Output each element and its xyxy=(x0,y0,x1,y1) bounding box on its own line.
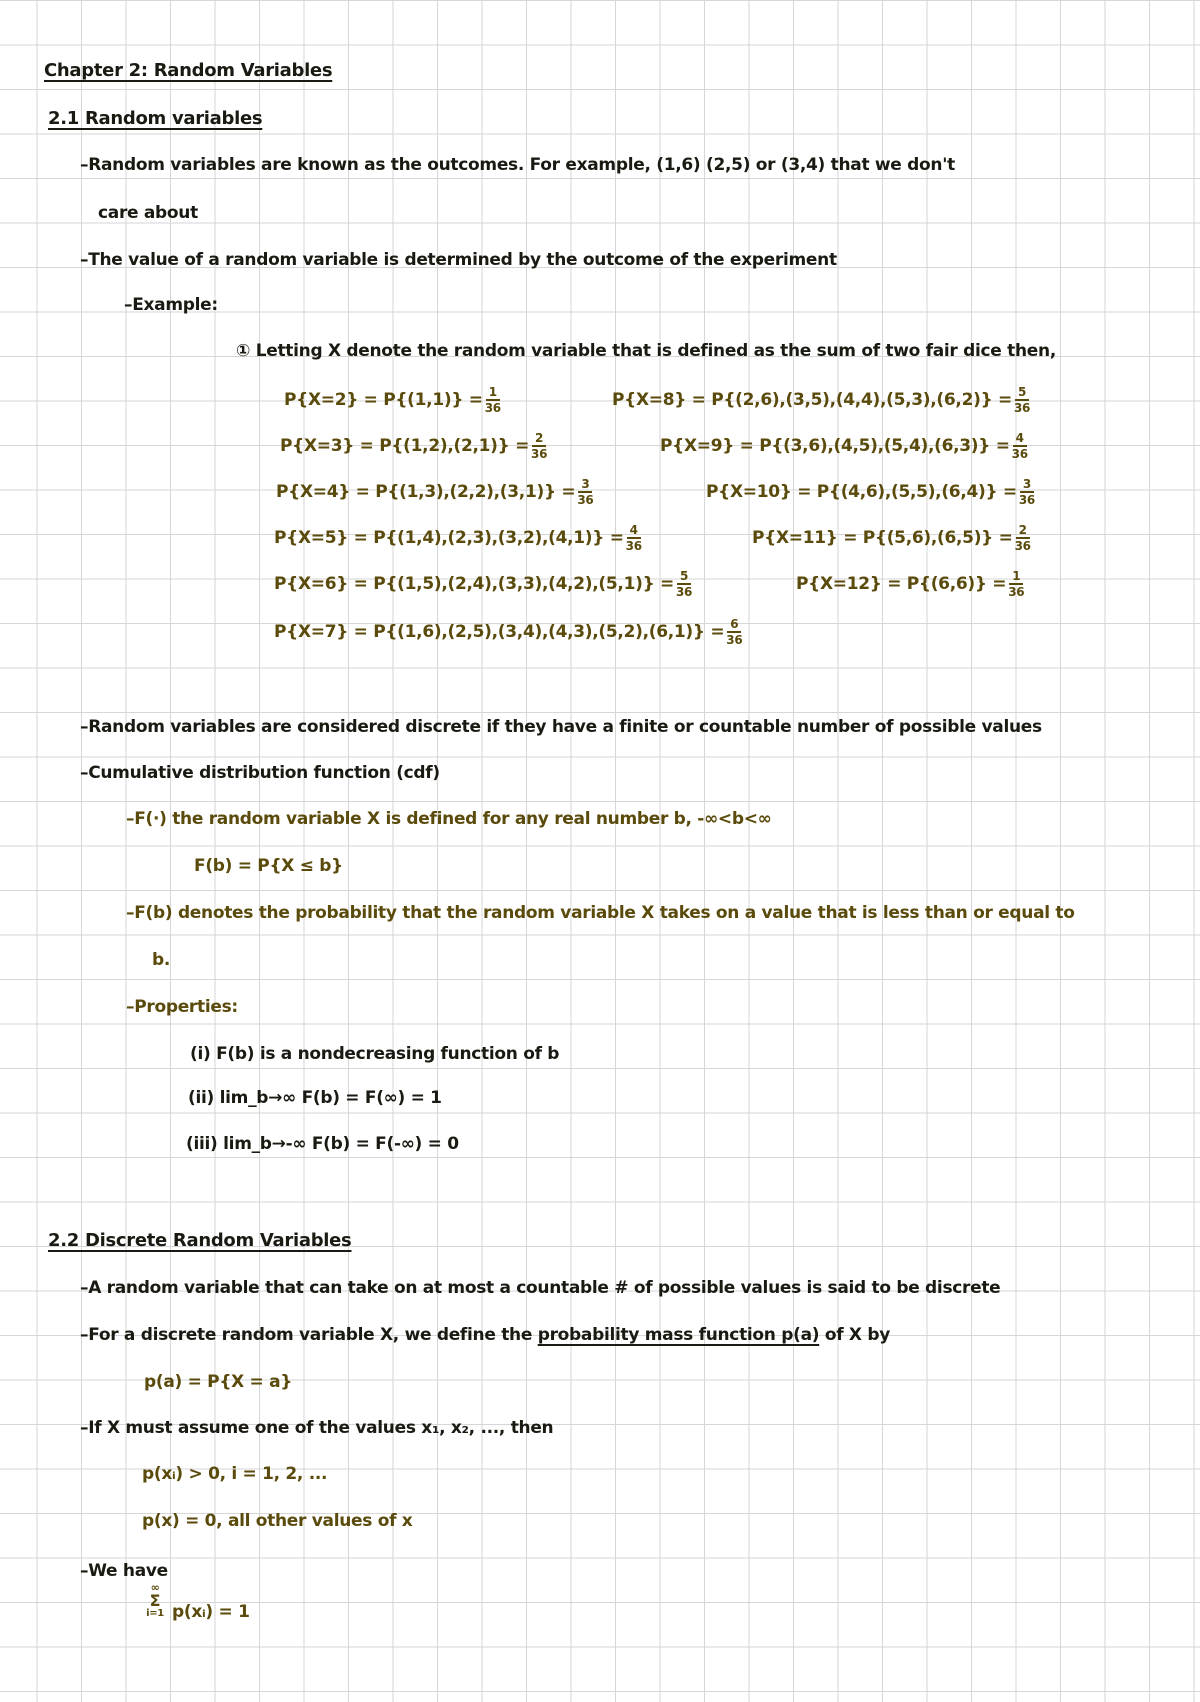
bullet-outcomes-line2: care about xyxy=(98,203,198,223)
prob-x6-den: 36 xyxy=(675,585,693,599)
summation-lower-limit: i=1 xyxy=(146,1608,164,1619)
prob-x12-fraction xyxy=(1008,570,1024,598)
bullet-cdf-text: Cumulative distribution function (cdf) xyxy=(88,763,440,783)
cdf-description-text: F(b) denotes the probability that the random variable X takes on a value that is less than or equal to xyxy=(134,903,1075,923)
prob-x10-eq: P{X=10} = P{(4,6),(5,5),(6,4)} = xyxy=(706,482,1017,502)
prob-x7-num: 6 xyxy=(727,618,741,633)
prob-x2-eq: P{X=2} = P{(1,1)} = xyxy=(284,390,483,410)
property-1: (i) F(b) is a nondecreasing function of b xyxy=(190,1044,560,1064)
prob-x11-den: 36 xyxy=(1014,539,1031,553)
example-label: –Example: xyxy=(124,295,218,315)
property-2: (ii) lim_b→∞ F(b) = F(∞) = 1 xyxy=(188,1088,442,1108)
prob-x2-num: 1 xyxy=(486,386,500,401)
bullet-pmf: –For a discrete random variable X, we define the probability mass function p(a) of X by xyxy=(80,1325,891,1345)
prob-x2-den: 36 xyxy=(484,401,501,415)
prob-x10-num: 3 xyxy=(1020,478,1034,493)
prob-x11-eq: P{X=11} = P{(5,6),(6,5)} = xyxy=(752,528,1013,548)
bullet-pmf-pre: For a discrete random variable X, we define the xyxy=(88,1325,533,1345)
prob-x3-fraction xyxy=(531,432,547,460)
properties-label-text: Properties: xyxy=(134,997,238,1017)
prob-x7-eq: P{X=7} = P{(1,6),(2,5),(3,4),(4,3),(5,2),(6,1)} = xyxy=(274,622,725,642)
cdf-formula: F(b) = P{X ≤ b} xyxy=(194,856,343,876)
bullet-values-text: If X must assume one of the values x₁, x₂, ..., then xyxy=(88,1418,554,1438)
bullet-discrete: –Random variables are considered discrete if they have a finite or countable number of possible values xyxy=(80,717,1042,737)
prob-x4-num: 3 xyxy=(578,478,592,493)
cdf-description-line2: b. xyxy=(152,950,171,970)
bullet-discrete-text: Random variables are considered discrete if they have a finite or countable number of possible values xyxy=(88,717,1042,737)
summation-symbol-group xyxy=(140,1582,170,1619)
prob-x3 xyxy=(280,432,547,460)
prob-x4-fraction xyxy=(577,478,593,506)
bullet-we-have-text: We have xyxy=(88,1561,168,1581)
prob-x5 xyxy=(274,524,642,552)
pmf-formula: p(a) = P{X = a} xyxy=(144,1372,293,1392)
properties-label: –Properties: xyxy=(126,997,238,1017)
prob-x6-eq: P{X=6} = P{(1,5),(2,4),(3,3),(4,2),(5,1)} = xyxy=(274,574,674,594)
prob-x8-eq: P{X=8} = P{(2,6),(3,5),(4,4),(5,3),(6,2)} = xyxy=(612,390,1012,410)
summation-sigma: Σ xyxy=(149,1591,161,1610)
bullet-values: –If X must assume one of the values x₁, x₂, ..., then xyxy=(80,1418,554,1438)
summation-upper-limit: ∞ xyxy=(150,1581,160,1594)
prob-x10-fraction xyxy=(1019,478,1035,506)
cdf-definition-text: F(·) the random variable X is defined for any real number b, -∞<b<∞ xyxy=(134,809,772,829)
bullet-outcomes-line1: –Random variables are known as the outcomes. For example, (1,6) (2,5) or (3,4) that we don't xyxy=(80,155,955,175)
cdf-description-line1: –F(b) denotes the probability that the random variable X takes on a value that is less than or equal to xyxy=(126,903,1075,923)
prob-x12-eq: P{X=12} = P{(6,6)} = xyxy=(796,574,1007,594)
prob-x9-eq: P{X=9} = P{(3,6),(4,5),(5,4),(6,3)} = xyxy=(660,436,1010,456)
bullet-discrete-def: –A random variable that can take on at most a countable # of possible values is said to be discrete xyxy=(80,1278,1001,1298)
prob-x12 xyxy=(796,570,1024,598)
prob-x7 xyxy=(274,618,742,646)
property-3: (iii) lim_b→-∞ F(b) = F(-∞) = 0 xyxy=(186,1134,459,1154)
example-label-text: Example: xyxy=(132,295,218,315)
pmf-term: probability mass function p(a) xyxy=(537,1325,820,1345)
prob-x7-den: 36 xyxy=(726,633,743,647)
bullet-pmf-post: of X by xyxy=(824,1325,891,1345)
cdf-definition: –F(·) the random variable X is defined for any real number b, -∞<b<∞ xyxy=(126,809,772,829)
bullet-value-text: The value of a random variable is determined by the outcome of the experiment xyxy=(88,250,837,270)
chapter-title: Chapter 2: Random Variables xyxy=(44,60,333,81)
bullet-discrete-def-text: A random variable that can take on at most a countable # of possible values is said to be discrete xyxy=(88,1278,1001,1298)
prob-x8-den: 36 xyxy=(1013,401,1031,415)
prob-x9-fraction xyxy=(1012,432,1028,460)
prob-x8 xyxy=(612,386,1030,414)
prob-x9-den: 36 xyxy=(1011,447,1028,461)
prob-x5-num: 4 xyxy=(627,524,641,539)
prob-x8-num: 5 xyxy=(1015,386,1029,401)
prob-x10 xyxy=(706,478,1035,506)
prob-x6-fraction xyxy=(676,570,692,598)
bullet-we-have: –We have xyxy=(80,1561,168,1581)
bullet-value: –The value of a random variable is determined by the outcome of the experiment xyxy=(80,250,837,270)
pmf-condition-zero: p(x) = 0, all other values of x xyxy=(142,1511,413,1531)
prob-x3-den: 36 xyxy=(531,447,548,461)
prob-x12-num: 1 xyxy=(1009,570,1023,585)
prob-x4-eq: P{X=4} = P{(1,3),(2,2),(3,1)} = xyxy=(276,482,576,502)
section-2-1-title: 2.1 Random variables xyxy=(48,108,263,129)
prob-x6 xyxy=(274,570,692,598)
prob-x11-num: 2 xyxy=(1016,524,1030,539)
prob-x4 xyxy=(276,478,593,506)
prob-x5-eq: P{X=5} = P{(1,4),(2,3),(3,2),(4,1)} = xyxy=(274,528,624,548)
prob-x3-eq: P{X=3} = P{(1,2),(2,1)} = xyxy=(280,436,530,456)
prob-x12-den: 36 xyxy=(1008,585,1025,599)
prob-x11-fraction xyxy=(1015,524,1031,552)
prob-x4-den: 36 xyxy=(577,493,594,507)
bullet-cdf: –Cumulative distribution function (cdf) xyxy=(80,763,440,783)
prob-x2 xyxy=(284,386,501,414)
prob-x5-den: 36 xyxy=(625,539,642,553)
prob-x11 xyxy=(752,524,1031,552)
pmf-condition-positive: p(xᵢ) > 0, i = 1, 2, ... xyxy=(142,1464,328,1484)
section-2-2-title: 2.2 Discrete Random Variables xyxy=(48,1230,352,1251)
prob-x9 xyxy=(660,432,1028,460)
prob-x8-fraction xyxy=(1014,386,1030,414)
example-1-statement: ① Letting X denote the random variable that is defined as the sum of two fair dice then, xyxy=(236,341,1056,361)
bullet-outcomes-text: Random variables are known as the outcomes. For example, (1,6) (2,5) or (3,4) that we don't xyxy=(88,155,955,175)
prob-x10-den: 36 xyxy=(1018,493,1035,507)
prob-x9-num: 4 xyxy=(1013,432,1027,447)
summation-expression: p(xᵢ) = 1 xyxy=(172,1602,250,1622)
prob-x3-num: 2 xyxy=(532,432,546,447)
prob-x5-fraction xyxy=(626,524,642,552)
prob-x6-num: 5 xyxy=(677,570,691,585)
prob-x7-fraction xyxy=(726,618,742,646)
prob-x2-fraction xyxy=(485,386,501,414)
